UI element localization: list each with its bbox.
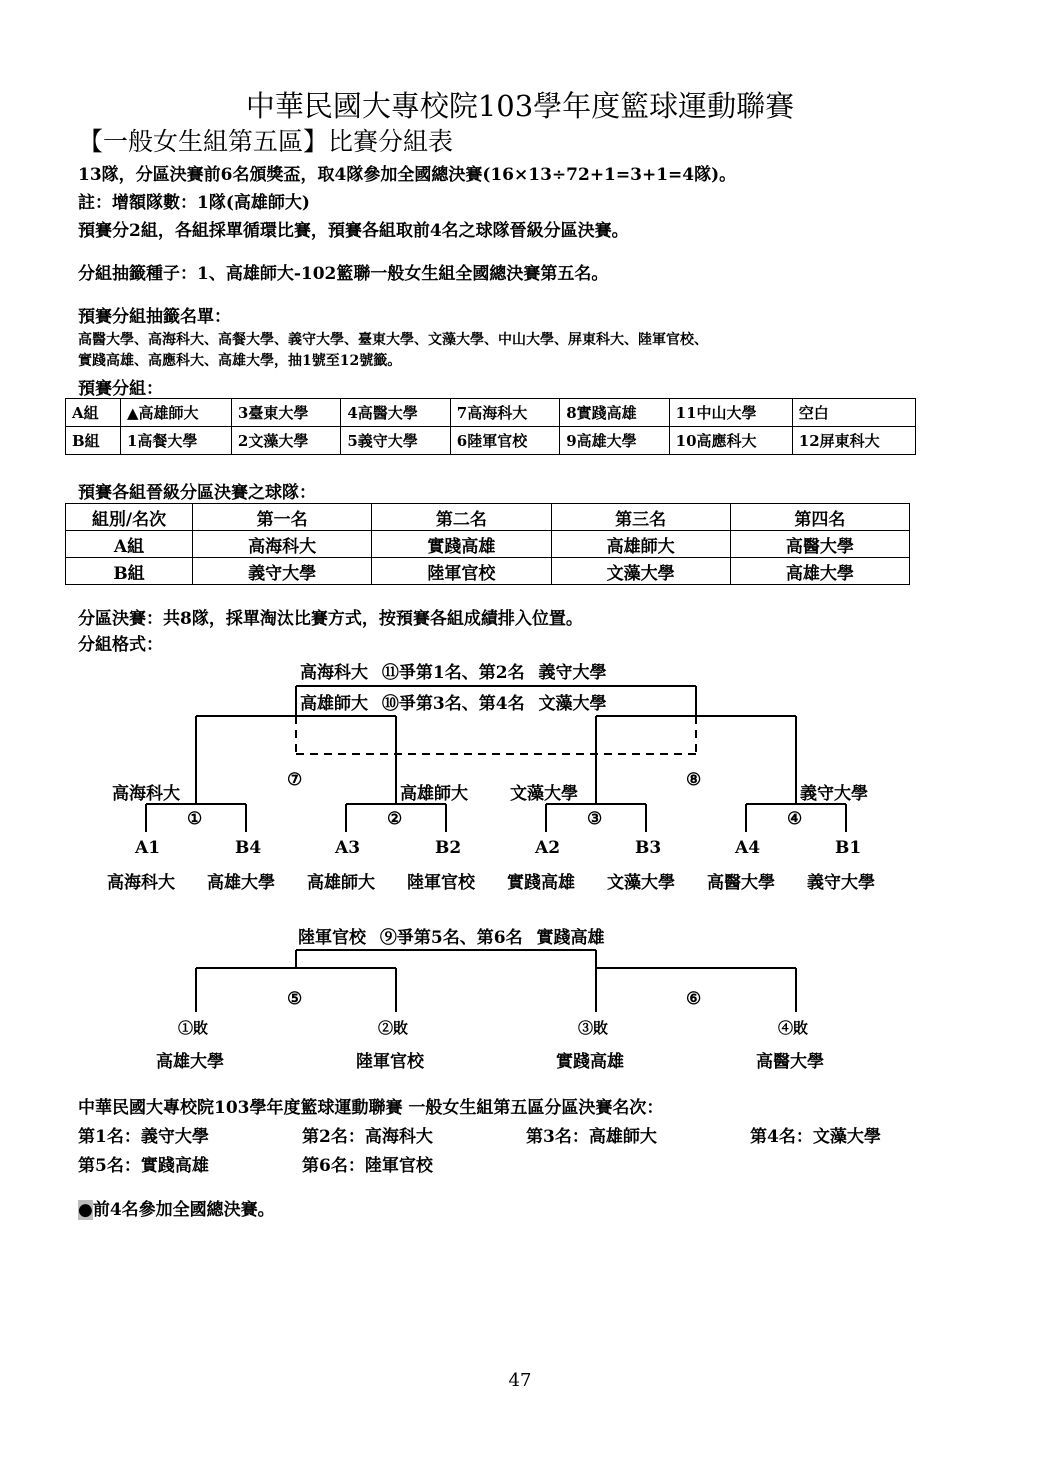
fifth-place-label: 陸軍官校 ⑨爭第5名、第6名 實踐高雄 [298,928,605,948]
qual-header: 第三名 [551,504,730,531]
qual-header: 組別/名次 [66,504,193,531]
group-team: 7高海科大 [450,399,559,427]
draw-list-2: 實踐高雄、高應科大、高雄大學，抽1號至12號籤。 [78,353,402,369]
section-subtitle: 【一般女生組第五區】比賽分組表 [78,127,454,156]
seed-team: 高雄大學 [207,873,275,893]
qual-cell: A組 [66,531,193,558]
seed-info: 分組抽籤種子：1、高雄師大-102籃聯一般女生組全國總決賽第五名。 [78,264,609,284]
cons-team: 高雄大學 [156,1052,224,1072]
note-line [78,1195,275,1220]
qual-header: 第二名 [372,504,551,531]
ranking-item: 第5名：實踐高雄 [78,1156,209,1176]
qual-cell: 實踐高雄 [372,531,551,558]
seed-label: A1 [135,838,161,858]
cons-team: 陸軍官校 [356,1052,424,1072]
page-number: 47 [508,1370,532,1391]
group-team: 5義守大學 [341,427,450,455]
cons-label: ⑥ [686,989,702,1009]
qf-label: ① [187,809,203,829]
qual-cell: 高醫大學 [730,531,909,558]
seed-team: 陸軍官校 [407,873,475,893]
ranking-item: 第6名：陸軍官校 [302,1156,433,1176]
page-title: 中華民國大專校院103學年度籃球運動聯賽 [245,89,795,123]
loser-label: ④敗 [778,1019,809,1037]
group-team: 10高應科大 [669,427,792,455]
seed-label: B4 [235,838,262,858]
ranking-item: 第2名：高海科大 [302,1127,433,1147]
cons-label: ⑤ [287,989,303,1009]
group-name: B組 [66,427,121,455]
seed-team: 高海科大 [107,873,175,893]
group-team: 6陸軍官校 [450,427,559,455]
qual-title: 預賽各組晉級分區決賽之球隊： [78,483,316,503]
cons-team: 實踐高雄 [556,1052,624,1072]
draw-list-1: 高醫大學、高海科大、高餐大學、義守大學、臺東大學、文藻大學、中山大學、屏東科大、陸軍官校、 [78,332,708,348]
qual-header: 第四名 [730,504,909,531]
ranking-title: 中華民國大專校院103學年度籃球運動聯賽 一般女生組第五區分區決賽名次： [78,1098,664,1118]
prelim-rule: 預賽分2組，各組採單循環比賽，預賽各組取前4名之球隊晉級分區決賽。 [78,221,629,241]
qual-cell: 陸軍官校 [372,558,551,585]
qual-cell: 文藻大學 [551,558,730,585]
seed-label: A3 [335,838,361,858]
extra-team-note: 註：增額隊數：1隊(高雄師大) [78,193,310,213]
group-team: 12屏東科大 [792,427,915,455]
qf-label: ② [387,809,403,829]
qual-header: 第一名 [193,504,372,531]
group-team: 空白 [792,399,915,427]
loser-label: ③敗 [578,1019,609,1037]
qual-cell: 高海科大 [193,531,372,558]
format-title: 分組格式： [78,635,163,655]
seed-label: A4 [735,838,761,858]
ranking-item: 第4名：文藻大學 [750,1127,881,1147]
cons-team: 高醫大學 [756,1052,824,1072]
semi-team: 義守大學 [800,784,868,804]
group-team: 11中山大學 [669,399,792,427]
bullet-icon: ● [78,1200,93,1220]
seed-team: 實踐高雄 [507,873,575,893]
groups-title: 預賽分組： [78,379,163,399]
group-team: 2文藻大學 [231,427,340,455]
seed-team: 文藻大學 [607,873,675,893]
draw-title: 預賽分組抽籤名單： [78,307,231,327]
semi-team: 高海科大 [112,784,180,804]
semi-label: ⑧ [686,770,702,790]
third-place-label: 高雄師大 ⑩爭第3名、第4名 文藻大學 [300,689,607,714]
final-desc: 分區決賽：共8隊，採單淘汰比賽方式，按預賽各組成績排入位置。 [78,609,583,629]
group-team: 9高雄大學 [560,427,669,455]
team-count-line: 13隊，分區決賽前6名頒獎盃，取4隊參加全國總決賽(16×13÷72+1=3+1=4隊)。 [78,165,737,185]
seed-label: B2 [435,838,462,858]
semi-team: 文藻大學 [510,784,578,804]
seed-label: A2 [535,838,561,858]
ranking-item: 第1名：義守大學 [78,1127,209,1147]
seed-team: 高醫大學 [707,873,775,893]
qual-cell: 高雄大學 [730,558,909,585]
semi-team: 高雄師大 [400,784,468,804]
group-team: 8實踐高雄 [560,399,669,427]
group-team: 3臺東大學 [231,399,340,427]
note-text: 前4名參加全國總決賽。 [92,1200,275,1220]
seed-team: 高雄師大 [307,873,375,893]
qf-label: ④ [787,809,803,829]
group-name: A組 [66,399,121,427]
qual-cell: B組 [66,558,193,585]
semi-label: ⑦ [287,770,303,790]
final-match-label: 高海科大 ⑪爭第1名、第2名 義守大學 [300,663,607,683]
group-team: 4高醫大學 [341,399,450,427]
ranking-item: 第3名：高雄師大 [526,1127,657,1147]
qual-cell: 義守大學 [193,558,372,585]
group-team: 1高餐大學 [121,427,232,455]
loser-label: ①敗 [178,1019,209,1037]
loser-label: ②敗 [378,1019,409,1037]
seed-label: B1 [835,838,862,858]
seed-team: 義守大學 [807,873,875,893]
qual-cell: 高雄師大 [551,531,730,558]
qf-label: ③ [587,809,603,829]
group-team: ▲高雄師大 [121,399,232,427]
seed-label: B3 [635,838,662,858]
